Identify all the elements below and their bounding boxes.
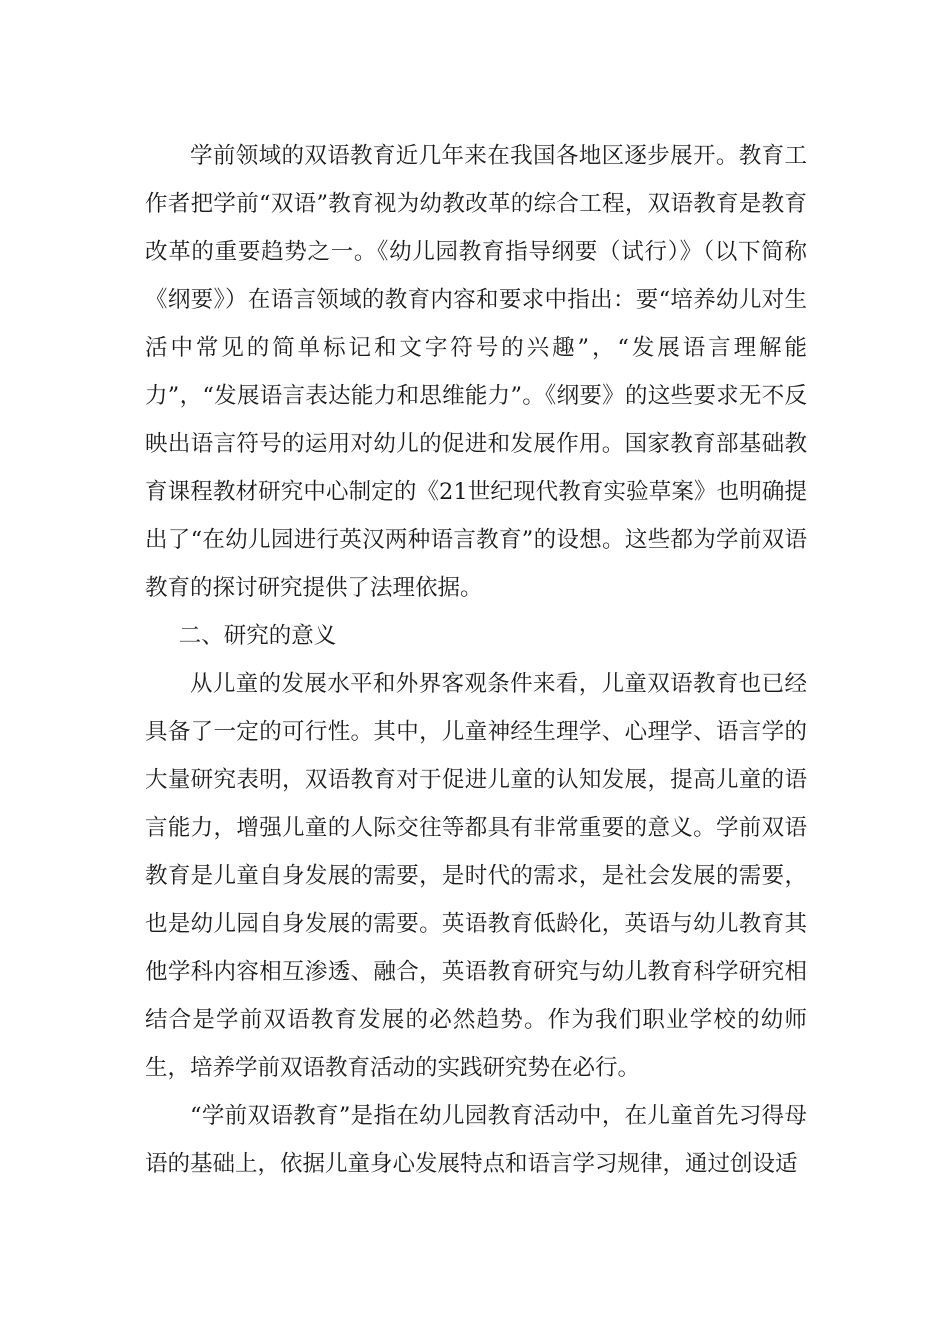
document-body [145, 132, 807, 1188]
paragraph-background: 学前领域的双语教育近几年来在我国各地区逐步展开。教育工作者把学前“双语”教育视为幼教改革的综合工程，双语教育是教育改革的重要趋势之一。《幼儿园教育指导纲要（试行）》（以下简称《纲要》）在语言领域的教育内容和要求中指出：要“培养幼儿对生活中常见的简单标记和文字符号的兴趣”，“发展语言理解能力”，“发展语言表达能力和思维能力”。《纲要》的这些要求无不反映出语言符号的运用对幼儿的促进和发展作用。国家教育部基础教育课程教材研究中心制定的《21世纪现代教育实验草案》也明确提出了“在幼儿园进行英汉两种语言教育”的设想。这些都为学前双语教育的探讨研究提供了法理依据。 [145, 143, 807, 601]
paragraph-definition: “学前双语教育”是指在幼儿园教育活动中，在儿童首先习得母语的基础上，依据儿童身心发展特点和语言学习规律，通过创设适 [145, 1103, 807, 1177]
section-heading-significance: 二、研究的意义 [178, 623, 337, 649]
paragraph-significance: 从儿童的发展水平和外界客观条件来看，儿童双语教育也已经具备了一定的可行性。其中，儿童神经生理学、心理学、语言学的大量研究表明，双语教育对于促进儿童的认知发展，提高儿童的语言能力，增强儿童的人际交往等都具有非常重要的意义。学前双语教育是儿童自身发展的需要，是时代的需求，是社会发展的需要，也是幼儿园自身发展的需要。英语教育低龄化，英语与幼儿教育其他学科内容相互渗透、融合，英语教育研究与幼儿教育科学研究相结合是学前双语教育发展的必然趋势。作为我们职业学校的幼师生，培养学前双语教育活动的实践研究势在必行。 [145, 671, 807, 1081]
